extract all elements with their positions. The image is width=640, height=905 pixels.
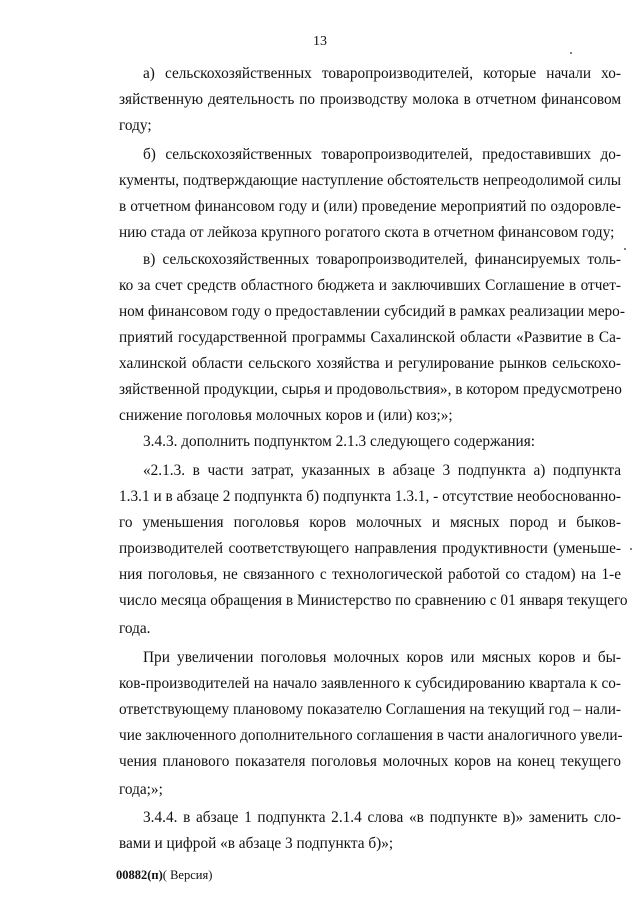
paragraph-line: 1.3.1 и в абзаце 2 подпункта б) подпункта 1.3.1, - отсутствие необоснованно- — [119, 488, 621, 505]
scan-speck — [630, 548, 632, 550]
version-label: ( Версия) — [162, 868, 213, 882]
page-number: 13 — [313, 34, 327, 49]
paragraph-line: вами и цифрой «в абзаце 3 подпункта б)»; — [119, 835, 394, 852]
paragraph-line: снижение поголовья молочных коров и (или) коз;»; — [119, 407, 453, 424]
paragraph-line: зяйственную деятельность по производству молока в отчетном финансовом — [119, 91, 621, 108]
paragraph-line: нию стада от лейкоза крупного рогатого скота в отчетном финансовом году; — [119, 224, 615, 241]
scan-speck — [624, 248, 626, 250]
paragraph-line: года;»; — [119, 781, 163, 798]
paragraph-line: При увеличении поголовья молочных коров или мясных коров и бы- — [143, 649, 621, 666]
paragraph-line: ния поголовья, не связанного с технологической работой со стадом) на 1-е — [119, 566, 621, 583]
version-code: 00882(п) — [116, 868, 163, 882]
paragraph-line: чие заключенного дополнительного соглашения в части аналогичного увели- — [119, 727, 623, 744]
paragraph-line: ном финансовом году о предоставлении субсидий в рамках реализации меро- — [119, 303, 625, 320]
paragraph-line: в отчетном финансовом году и (или) проведение мероприятий по оздоровле- — [119, 198, 621, 215]
scan-speck — [570, 52, 572, 54]
paragraph-line: кументы, подтверждающие наступление обстоятельств непреодолимой силы — [119, 172, 621, 189]
paragraph-line: чения планового показателя поголовья молочных коров на конец текущего — [119, 753, 621, 770]
paragraph-line: ответствующему плановому показателю Соглашения на текущий год – нали- — [119, 701, 621, 718]
paragraph-line: в) сельскохозяйственных товаропроизводителей, финансируемых толь- — [143, 251, 621, 268]
paragraph-line: ков-производителей на начало заявленного к субсидированию квартала к со- — [119, 675, 621, 692]
paragraph-line: халинской области сельского хозяйства и регулирование рынков сельскохо- — [119, 355, 621, 372]
paragraph-line: б) сельскохозяйственных товаропроизводителей, предоставивших до- — [143, 146, 621, 163]
paragraph-line: году; — [119, 117, 152, 134]
version-footer — [116, 868, 212, 883]
paragraph-line: го уменьшения поголовья коров молочных и мясных пород и быков- — [119, 514, 621, 531]
paragraph-line: число месяца обращения в Министерство по сравнению с 01 января текущего — [119, 592, 628, 609]
paragraph-line: года. — [119, 620, 151, 637]
paragraph-line: производителей соответствующего направления продуктивности (уменьше- — [119, 540, 621, 557]
paragraph-line: ко за счет средств областного бюджета и заключивших Соглашение в отчет- — [119, 277, 621, 294]
paragraph-line: 3.4.4. в абзаце 1 подпункта 2.1.4 слова «в подпункте в)» заменить сло- — [143, 809, 621, 826]
paragraph-line: «2.1.3. в части затрат, указанных в абзаце 3 подпункта а) подпункта — [143, 462, 621, 479]
paragraph-line: приятий государственной программы Сахалинской области «Развитие в Са- — [119, 329, 621, 346]
paragraph-line: 3.4.3. дополнить подпунктом 2.1.3 следующего содержания: — [143, 433, 536, 450]
paragraph-line: а) сельскохозяйственных товаропроизводителей, которые начали хо- — [143, 65, 621, 82]
paragraph-line: зяйственной продукции, сырья и продовольствия», в котором предусмотрено — [119, 381, 622, 398]
